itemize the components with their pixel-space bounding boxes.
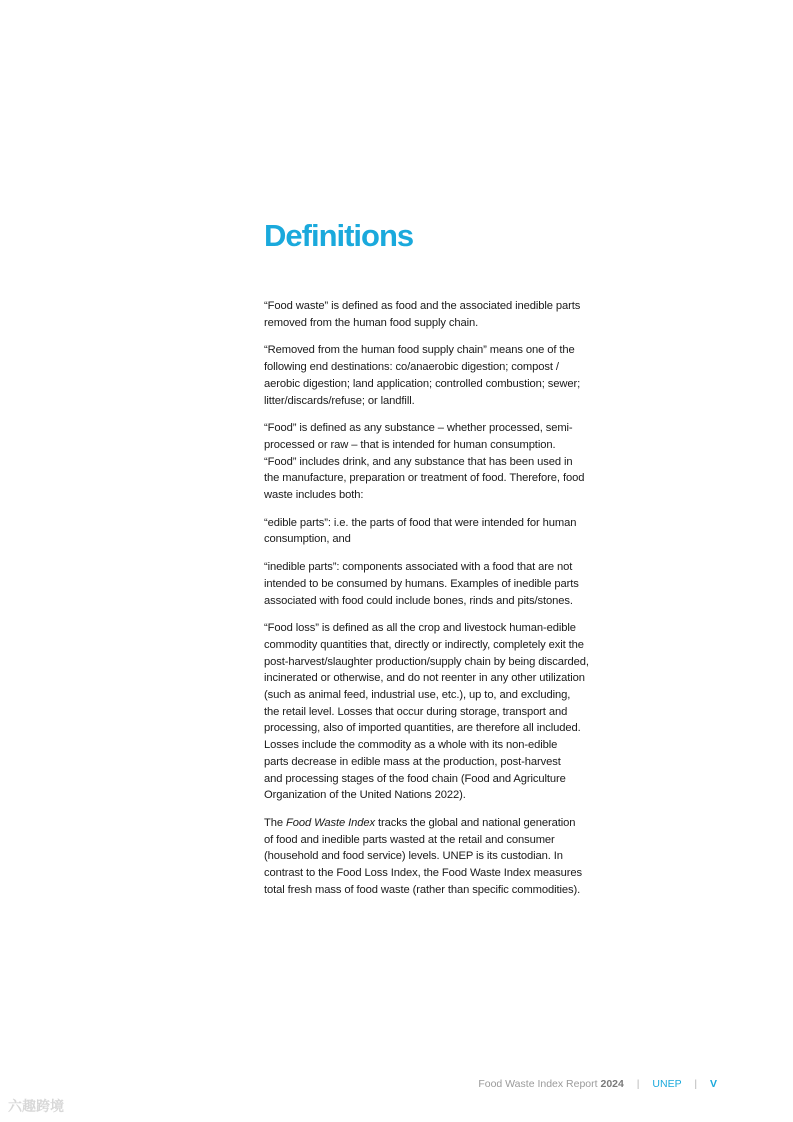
footer-separator-2: | — [694, 1078, 698, 1090]
paragraph-edible-parts: “edible parts”: i.e. the parts of food that were intended for human consumption, and — [264, 516, 577, 546]
fwi-italic-name: Food Waste Index — [286, 816, 375, 829]
footer-report-name: Food Waste Index Report — [478, 1078, 601, 1090]
fwi-rest: tracks the global and national generation of food and inedible parts wasted at the retail and consumer (household and food service) levels. UNEP is its custodian. In contrast to the Food Loss Index, the Food Waste Index measures total fresh mass of food waste (rather than specific commodities). — [264, 816, 582, 896]
paragraph-removed-from-chain: “Removed from the human food supply chain” means one of the following end destinations: co/anaerobic digestion; compost / aerobic digestion; land application; controlled combustion; sewer; litter/discards/refuse; or landfill. — [264, 344, 581, 407]
footer-org: UNEP — [652, 1078, 682, 1090]
watermark-logo: 六趣跨境 — [8, 1098, 64, 1114]
paragraph-food-waste-index — [264, 815, 624, 899]
page-footer — [478, 1078, 717, 1090]
page-title: Definitions — [264, 218, 414, 253]
footer-page-number: V — [709, 1078, 717, 1090]
paragraph-food-waste: “Food waste” is defined as food and the associated inedible parts removed from the human food supply chain. — [264, 300, 581, 329]
paragraph-food-loss: “Food loss” is defined as all the crop and livestock human-edible commodity quantities that, directly or indirectly, completely exit the post-harvest/slaughter production/supply chain by being discarded, incinerated or otherwise, and do not reenter in any other utilization (such as animal feed, industrial use, etc.), up to, and excluding, the retail level. Losses that occur during storage, transport and processing, also of imported quantities, are therefore all included. Losses include the commodity as a whole with its non-edible parts decrease in edible mass at the production, post-harvest and processing stages of the food chain (Food and Agriculture Organization of the United Nations 2022). — [264, 622, 589, 802]
page-content — [264, 214, 624, 910]
definitions-body — [264, 298, 624, 899]
footer-year: 2024 — [600, 1078, 624, 1090]
fwi-prefix: The — [264, 816, 286, 829]
paragraph-inedible-parts: “inedible parts”: components associated with a food that are not intended to be consumed by humans. Examples of inedible parts associated with food could include bones, rinds and pits/stones. — [264, 561, 579, 607]
footer-separator-1: | — [636, 1078, 640, 1090]
paragraph-food: “Food” is defined as any substance – whether processed, semi- processed or raw – that is intended for human consumption. “Food” includes drink, and any substance that has been used in the manufacture, preparation or treatment of food. Therefore, food waste includes both: — [264, 422, 585, 502]
